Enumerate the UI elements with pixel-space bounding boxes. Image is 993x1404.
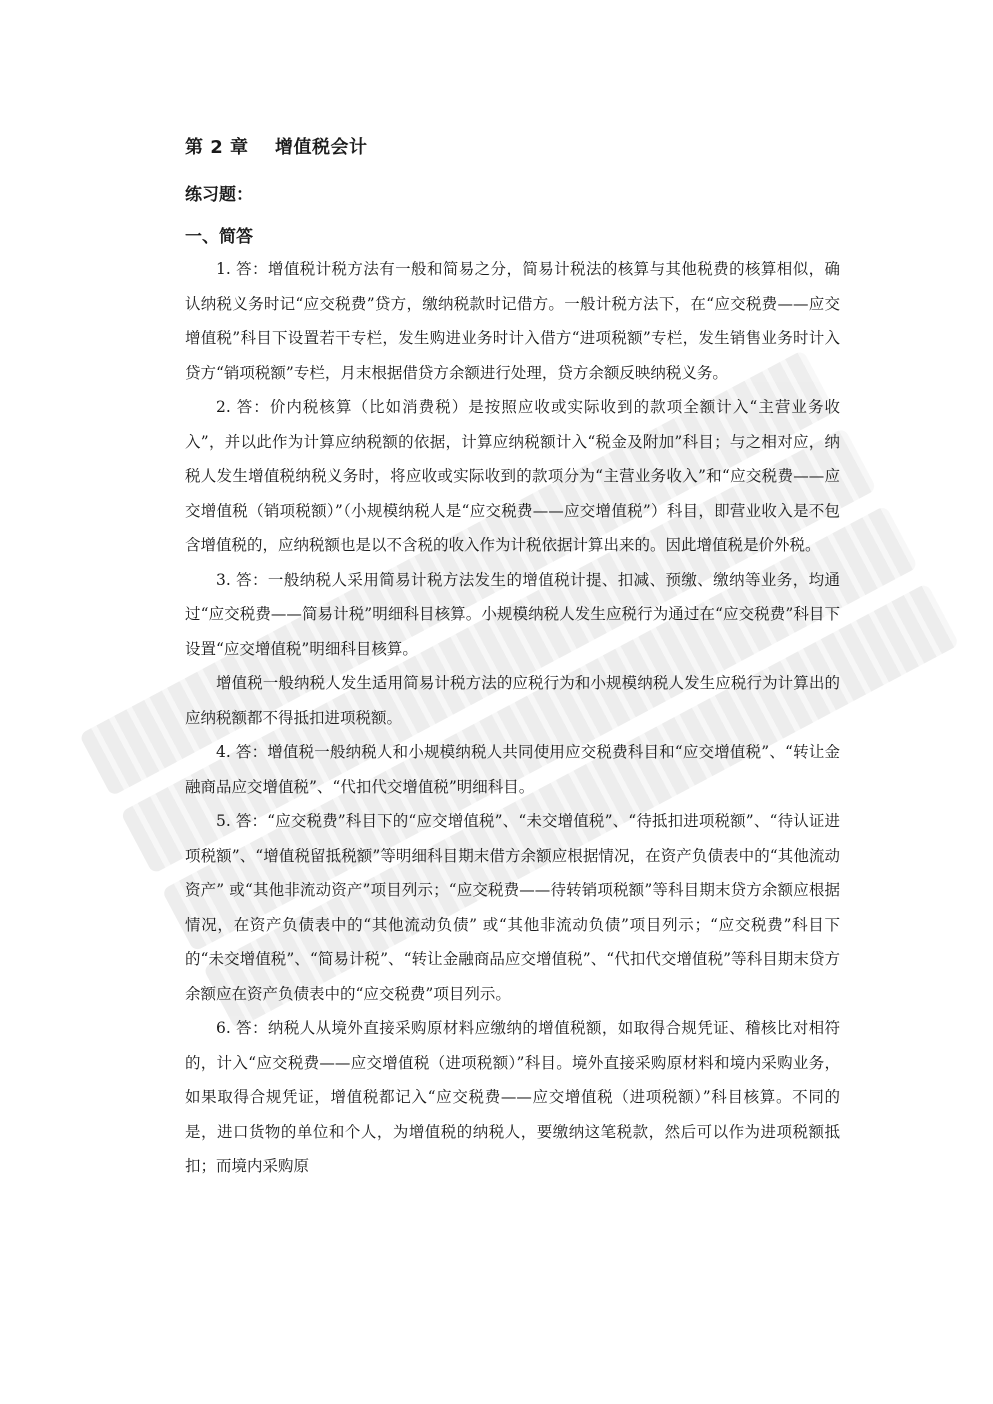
chapter-number: 第 2 章	[185, 137, 249, 158]
section-heading: 练习题：	[185, 185, 253, 205]
chapter-title: 增值税会计	[275, 137, 368, 158]
paragraph-1: 1. 答：增值税计税方法有一般和简易之分，简易计税法的核算与其他税费的核算相似，确认纳税义务时记“应交税费”贷方，缴纳税款时记借方。一般计税方法下，在“应交税费——应交增值税”科目下设置若干专栏，发生购进业务时计入借方“进项税额”专栏，发生销售业务时计入贷方“销项税额”专栏，月末根据借贷方余额进行处理，贷方余额反映纳税义务。	[185, 260, 840, 382]
chapter-heading	[185, 128, 840, 164]
document-page	[185, 128, 840, 1184]
paragraph-4: 4. 答：增值税一般纳税人和小规模纳税人共同使用应交税费科目和“应交增值税”、“转让金融商品应交增值税”、“代扣代交增值税”明细科目。	[185, 743, 840, 796]
paragraph-3b: 增值税一般纳税人发生适用简易计税方法的应税行为和小规模纳税人发生应税行为计算出的应纳税额都不得抵扣进项税额。	[185, 674, 840, 727]
paragraph-5: 5. 答：“应交税费”科目下的“应交增值税”、“未交增值税”、“待抵扣进项税额”、“待认证进项税额”、“增值税留抵税额”等明细科目期末借方余额应根据情况，在资产负债表中的“其他流动资产” 或“其他非流动资产”项目列示；“应交税费——待转销项税额”等科目期末贷方余额应根据情况，在资产负债表中的“其他流动负债” 或“其他非流动负债”项目列示；“应交税费”科目下的“未交增值税”、“简易计税”、“转让金融商品应交增值税”、“代扣代交增值税”等科目期末贷方余额应在资产负债表中的“应交税费”项目列示。	[185, 812, 840, 1003]
paragraph-6: 6. 答：纳税人从境外直接采购原材料应缴纳的增值税额，如取得合规凭证、稽核比对相符的，计入“应交税费——应交增值税（进项税额）”科目。境外直接采购原材料和境内采购业务，如果取得合规凭证，增值税都记入“应交税费——应交增值税（进项税额）”科目核算。不同的是，进口货物的单位和个人，为增值税的纳税人，要缴纳这笔税款，然后可以作为进项税额抵扣；而境内采购原	[185, 1019, 840, 1175]
paragraph-3: 3. 答：一般纳税人采用简易计税方法发生的增值税计提、扣减、预缴、缴纳等业务，均通过“应交税费——简易计税”明细科目核算。小规模纳税人发生应税行为通过在“应交税费”科目下设置“应交增值税”明细科目核算。	[185, 570, 840, 658]
subsection-heading: 一、简答	[185, 227, 253, 247]
paragraph-2: 2. 答：价内税核算（比如消费税）是按照应收或实际收到的款项全额计入“主营业务收入”，并以此作为计算应纳税额的依据，计算应纳税额计入“税金及附加”科目；与之相对应，纳税人发生增值税纳税义务时，将应收或实际收到的款项分为“主营业务收入”和“应交税费——应交增值税（销项税额）”（小规模纳税人是“应交税费——应交增值税”）科目，即营业收入是不包含增值税的，应纳税额也是以不含税的收入作为计税依据计算出来的。因此增值税是价外税。	[185, 398, 840, 554]
